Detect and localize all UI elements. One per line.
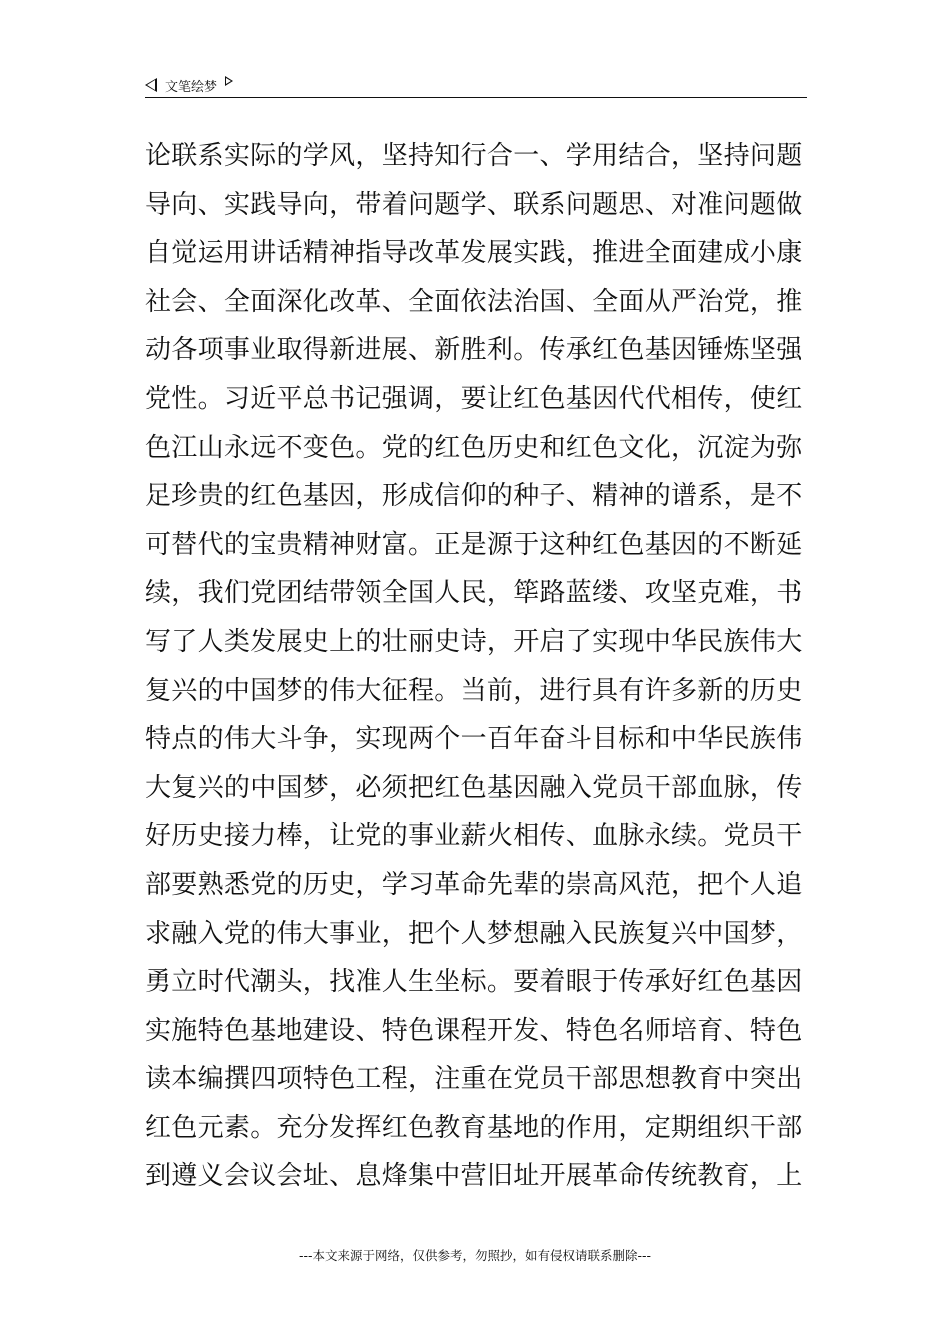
triangle-right-icon [225,76,233,86]
body-line: 自觉运用讲话精神指导改革发展实践，推进全面建成小康 [145,238,803,269]
body-line: 足珍贵的红色基因，形成信仰的种子、精神的谱系，是不 [145,481,803,512]
body-line: 特点的伟大斗争，实现两个一百年奋斗目标和中华民族伟 [145,724,803,755]
body-line: 党性。习近平总书记强调，要让红色基因代代相传，使红 [145,383,803,414]
body-line: 红色元素。充分发挥红色教育基地的作用，定期组织干部 [145,1112,803,1143]
body-line: 读本编撰四项特色工程，注重在党员干部思想教育中突出 [145,1064,803,1095]
body-line: 导向、实践导向，带着问题学、联系问题思、对准问题做 [145,189,803,220]
footer-disclaimer: ---本文来源于网络，仅供参考，勿照抄，如有侵权请联系删除--- [298,1248,652,1263]
body-line: 续，我们党团结带领全国人民，筚路蓝缕、攻坚克难，书 [145,578,803,609]
body-line: 社会、全面深化改革、全面依法治国、全面从严治党，推 [145,286,803,317]
body-line: 色江山永远不变色。党的红色历史和红色文化，沉淀为弥 [145,432,803,463]
header-divider [145,97,807,98]
body-line: 求融入党的伟大事业，把个人梦想融入民族复兴中国梦， [145,918,803,949]
body-line: 可替代的宝贵精神财富。正是源于这种红色基因的不断延 [145,529,803,560]
body-line: 论联系实际的学风，坚持知行合一、学用结合，坚持问题 [145,141,803,171]
body-line: 好历史接力棒，让党的事业薪火相传、血脉永续。党员干 [145,821,803,852]
header-title: 文笔绘梦 [165,79,218,95]
body-line: 部要熟悉党的历史，学习革命先辈的崇高风范，把个人追 [145,869,803,900]
body-line: 大复兴的中国梦，必须把红色基因融入党员干部血脉，传 [145,772,803,803]
body-line: 到遵义会议会址、息烽集中营旧址开展革命传统教育，上 [145,1161,803,1192]
body-text [145,132,809,1201]
body-line: 勇立时代潮头，找准人生坐标。要着眼于传承好红色基因 [145,967,803,998]
body-line: 复兴的中国梦的伟大征程。当前，进行具有许多新的历史 [145,675,803,706]
body-line: 写了人类发展史上的壮丽史诗，开启了实现中华民族伟大 [145,626,803,657]
triangle-left-icon [145,78,157,92]
body-line: 动各项事业取得新进展、新胜利。传承红色基因锤炼坚强 [145,335,803,366]
body-line: 实施特色基地建设、特色课程开发、特色名师培育、特色 [145,1015,803,1046]
page-header [145,74,807,96]
